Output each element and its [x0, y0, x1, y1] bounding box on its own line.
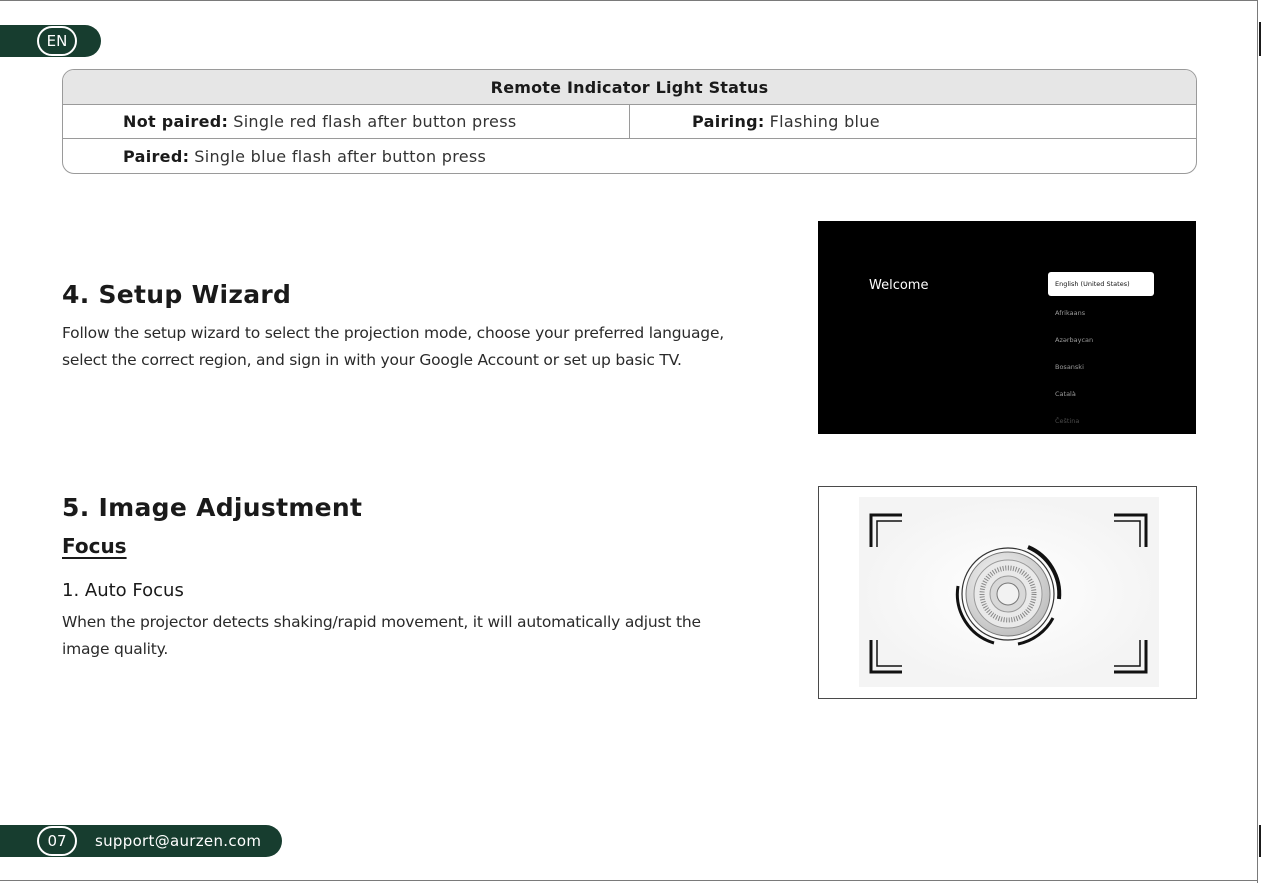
cell-value: Single blue flash after button press — [194, 146, 487, 166]
remote-indicator-table — [62, 69, 1197, 174]
table-row — [63, 139, 1196, 173]
auto-focus-illustration — [818, 486, 1197, 699]
table-row — [63, 105, 1196, 139]
cell-value: Single red flash after button press — [233, 112, 517, 131]
setup-wizard-body-line: Follow the setup wizard to select the projection mode, choose your preferred language, — [62, 324, 725, 342]
auto-focus-heading: 1. Auto Focus — [62, 580, 184, 601]
footer-bar — [0, 825, 282, 857]
language-list — [1048, 272, 1154, 434]
language-option-selected: English (United States) — [1048, 272, 1154, 296]
page-border-bottom — [0, 880, 1258, 881]
auto-focus-body-line: image quality. — [62, 640, 169, 658]
setup-wizard-title: 4. Setup Wizard — [62, 280, 292, 309]
page-border-top — [0, 0, 1258, 1]
setup-wizard-body — [62, 320, 762, 374]
language-option: Català — [1055, 389, 1076, 398]
cell-value: Flashing blue — [769, 112, 880, 131]
table-title: Remote Indicator Light Status — [63, 70, 1196, 105]
language-badge-label: EN — [37, 26, 77, 56]
auto-focus-body-line: When the projector detects shaking/rapid movement, it will automatically adjust the — [62, 613, 701, 631]
page-number: 07 — [37, 826, 77, 856]
page-border-right — [1257, 0, 1258, 883]
language-badge — [0, 25, 101, 57]
focus-heading: Focus — [62, 534, 127, 558]
cell-key: Paired: — [123, 146, 190, 166]
focus-lens-icon — [819, 487, 1197, 699]
setup-wizard-body-line: select the correct region, and sign in with your Google Account or set up basic TV. — [62, 351, 682, 369]
support-email[interactable]: support@aurzen.com — [95, 832, 262, 850]
language-option: Azərbaycan — [1055, 335, 1094, 344]
table-cell-pairing — [630, 105, 880, 138]
table-cell-not-paired — [63, 105, 630, 138]
welcome-text: Welcome — [869, 278, 929, 293]
language-option: Bosanski — [1055, 362, 1084, 371]
auto-focus-body — [62, 609, 762, 663]
image-adjustment-title: 5. Image Adjustment — [62, 493, 363, 522]
setup-wizard-screenshot — [818, 221, 1196, 434]
cell-key: Not paired: — [123, 112, 229, 131]
language-option: Čeština — [1055, 416, 1080, 425]
table-cell-paired — [63, 139, 486, 173]
cell-key: Pairing: — [692, 112, 765, 131]
language-option: Afrikaans — [1055, 308, 1086, 317]
